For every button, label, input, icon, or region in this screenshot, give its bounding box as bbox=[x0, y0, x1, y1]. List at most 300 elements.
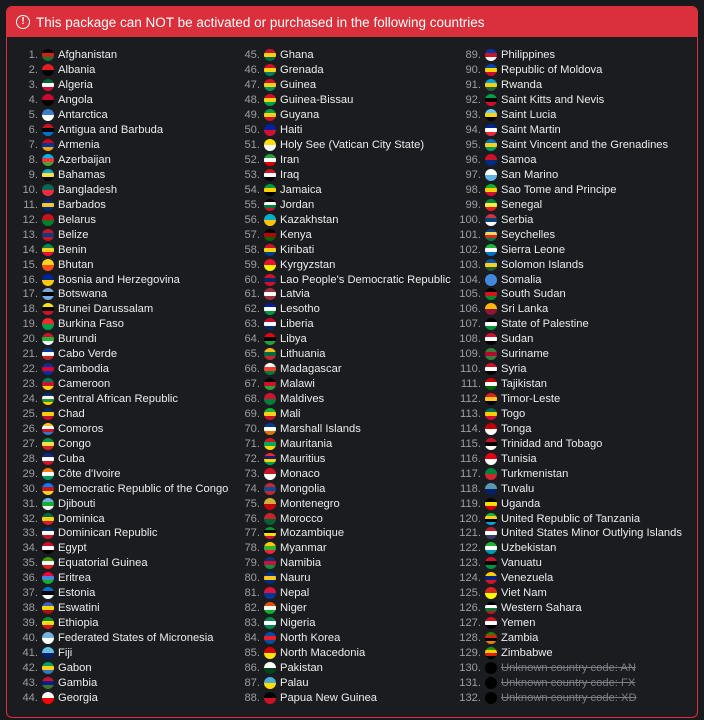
country-list-item bbox=[227, 287, 451, 302]
country-flag-icon bbox=[42, 49, 54, 61]
country-list-item bbox=[7, 496, 228, 511]
country-name: Cabo Verde bbox=[58, 348, 118, 361]
country-flag-icon bbox=[42, 199, 54, 211]
country-flag-icon bbox=[264, 393, 276, 405]
country-flag-icon bbox=[42, 274, 54, 286]
country-flag-icon bbox=[264, 423, 276, 435]
item-number: 82. bbox=[244, 602, 260, 615]
country-list-item bbox=[453, 93, 682, 108]
country-name: Sri Lanka bbox=[501, 303, 549, 316]
item-number: 122. bbox=[459, 542, 481, 555]
item-number: 128. bbox=[459, 632, 481, 645]
country-name: Zimbabwe bbox=[501, 646, 553, 659]
country-flag-icon bbox=[42, 587, 54, 599]
country-name: Benin bbox=[58, 243, 87, 256]
country-list-item bbox=[227, 78, 451, 93]
item-number: 15. bbox=[22, 258, 38, 271]
country-flag-icon bbox=[264, 662, 276, 674]
item-number: 14. bbox=[22, 243, 38, 256]
country-list-item bbox=[7, 466, 228, 481]
country-flag-icon bbox=[264, 259, 276, 271]
country-name: Tuvalu bbox=[501, 482, 535, 495]
country-flag-icon bbox=[485, 288, 497, 300]
country-name: Afghanistan bbox=[58, 49, 118, 62]
country-list-item bbox=[227, 362, 451, 377]
item-number: 16. bbox=[22, 273, 38, 286]
country-name: Kenya bbox=[280, 228, 312, 241]
country-name: Gambia bbox=[58, 676, 98, 689]
item-number: 100. bbox=[459, 213, 481, 226]
country-flag-icon bbox=[264, 333, 276, 345]
country-list-item bbox=[453, 108, 682, 123]
country-list-item bbox=[7, 317, 228, 332]
country-name: Namibia bbox=[280, 557, 322, 570]
country-list-item bbox=[453, 78, 682, 93]
country-name: Maldives bbox=[280, 393, 325, 406]
country-list-item bbox=[7, 601, 228, 616]
country-name: Sierra Leone bbox=[501, 243, 566, 256]
country-list-item bbox=[227, 660, 451, 675]
country-name: Somalia bbox=[501, 273, 542, 286]
country-name: Ghana bbox=[280, 49, 314, 62]
item-number: 107. bbox=[459, 318, 481, 331]
country-list-item bbox=[453, 660, 682, 675]
country-name: Bahamas bbox=[58, 168, 106, 181]
country-flag-icon bbox=[42, 184, 54, 196]
country-list-item bbox=[453, 690, 682, 705]
country-flag-icon bbox=[42, 572, 54, 584]
country-list-item bbox=[7, 153, 228, 168]
country-flag-icon bbox=[264, 363, 276, 375]
country-name: State of Palestine bbox=[501, 318, 589, 331]
country-flag-icon bbox=[485, 408, 497, 420]
country-list-item bbox=[7, 302, 228, 317]
country-flag-icon bbox=[485, 124, 497, 136]
country-column-2 bbox=[227, 48, 451, 705]
item-number: 17. bbox=[22, 288, 38, 301]
country-name: Uzbekistan bbox=[501, 542, 557, 555]
country-flag-icon bbox=[485, 542, 497, 554]
country-flag-icon bbox=[485, 94, 497, 106]
country-name: Cameroon bbox=[58, 378, 111, 391]
country-name: Brunei Darussalam bbox=[58, 303, 154, 316]
item-number: 72. bbox=[244, 452, 260, 465]
country-name: Latvia bbox=[280, 288, 310, 301]
country-list-item bbox=[7, 63, 228, 78]
country-list-item bbox=[453, 571, 682, 586]
country-name: Libya bbox=[280, 333, 307, 346]
item-number: 73. bbox=[244, 467, 260, 480]
item-number: 101. bbox=[459, 228, 481, 241]
country-flag-icon bbox=[485, 214, 497, 226]
country-list-item bbox=[453, 317, 682, 332]
country-flag-icon bbox=[42, 453, 54, 465]
country-list-item bbox=[7, 616, 228, 631]
country-name: Belarus bbox=[58, 213, 96, 226]
country-flag-icon bbox=[485, 363, 497, 375]
item-number: 126. bbox=[459, 602, 481, 615]
item-number: 34. bbox=[22, 542, 38, 555]
country-name: Senegal bbox=[501, 198, 543, 211]
country-list-item bbox=[227, 302, 451, 317]
country-name: Côte d'Ivoire bbox=[58, 467, 121, 480]
item-number: 95. bbox=[465, 139, 481, 152]
country-flag-icon bbox=[264, 94, 276, 106]
item-number: 77. bbox=[244, 527, 260, 540]
country-name: Burundi bbox=[58, 333, 97, 346]
country-name: Nigeria bbox=[280, 617, 316, 630]
country-list-item bbox=[7, 571, 228, 586]
country-name: Democratic Republic of the Congo bbox=[58, 482, 229, 495]
item-number: 8. bbox=[28, 154, 38, 167]
country-list-item bbox=[7, 526, 228, 541]
country-name: Mali bbox=[280, 407, 301, 420]
country-list-item bbox=[227, 332, 451, 347]
country-list-item bbox=[7, 377, 228, 392]
country-flag-icon bbox=[42, 527, 54, 539]
item-number: 97. bbox=[465, 168, 481, 181]
country-list-item bbox=[453, 496, 682, 511]
country-name: Saint Kitts and Nevis bbox=[501, 94, 605, 107]
item-number: 28. bbox=[22, 452, 38, 465]
country-name: Viet Nam bbox=[501, 587, 547, 600]
country-name: Mozambique bbox=[280, 527, 345, 540]
country-flag-icon bbox=[264, 154, 276, 166]
item-number: 35. bbox=[22, 557, 38, 570]
country-name: Nepal bbox=[280, 587, 310, 600]
country-flag-icon bbox=[42, 363, 54, 375]
item-number: 40. bbox=[22, 632, 38, 645]
country-list-item bbox=[453, 272, 682, 287]
country-list-item bbox=[227, 541, 451, 556]
item-number: 26. bbox=[22, 422, 38, 435]
item-number: 117. bbox=[460, 467, 481, 480]
country-name: Philippines bbox=[501, 49, 556, 62]
country-name: Cuba bbox=[58, 452, 85, 465]
country-list-item bbox=[7, 93, 228, 108]
country-list-item bbox=[227, 646, 451, 661]
item-number: 104. bbox=[459, 273, 481, 286]
country-name: Saint Vincent and the Grenadines bbox=[501, 139, 669, 152]
country-list-item bbox=[453, 302, 682, 317]
country-flag-icon bbox=[264, 303, 276, 315]
item-number: 81. bbox=[244, 587, 260, 600]
item-number: 7. bbox=[28, 139, 38, 152]
country-name: Cambodia bbox=[58, 363, 109, 376]
country-name: Algeria bbox=[58, 79, 93, 92]
item-number: 21. bbox=[22, 348, 38, 361]
country-name: United States Minor Outlying Islands bbox=[501, 527, 682, 540]
item-number: 90. bbox=[465, 64, 481, 77]
country-list-item bbox=[453, 212, 682, 227]
country-list-item bbox=[453, 646, 682, 661]
country-list-item bbox=[227, 377, 451, 392]
country-list-item bbox=[453, 556, 682, 571]
country-list-item bbox=[7, 586, 228, 601]
country-list-item bbox=[7, 212, 228, 227]
country-name: Bhutan bbox=[58, 258, 94, 271]
country-flag-icon bbox=[485, 572, 497, 584]
country-flag-icon bbox=[485, 513, 497, 525]
country-flag-icon bbox=[42, 677, 54, 689]
country-name: Grenada bbox=[280, 64, 324, 77]
country-list-item bbox=[227, 616, 451, 631]
country-name: Barbados bbox=[58, 198, 106, 211]
country-name: Rwanda bbox=[501, 79, 543, 92]
country-name: Liberia bbox=[280, 318, 314, 331]
country-list-item bbox=[7, 138, 228, 153]
country-flag-icon bbox=[485, 199, 497, 211]
country-list-item bbox=[453, 511, 682, 526]
country-list-item bbox=[227, 421, 451, 436]
country-name: Saint Lucia bbox=[501, 109, 557, 122]
country-list-item bbox=[7, 660, 228, 675]
country-flag-icon bbox=[42, 662, 54, 674]
item-number: 110. bbox=[460, 363, 481, 376]
country-list-item bbox=[7, 436, 228, 451]
country-name: Iran bbox=[280, 154, 300, 167]
country-name: North Macedonia bbox=[280, 646, 366, 659]
country-flag-icon bbox=[485, 169, 497, 181]
item-number: 120. bbox=[459, 512, 481, 525]
country-list-item bbox=[453, 168, 682, 183]
item-number: 91. bbox=[465, 79, 481, 92]
item-number: 23. bbox=[22, 378, 38, 391]
country-flag-icon bbox=[42, 318, 54, 330]
item-number: 125. bbox=[459, 587, 481, 600]
country-name: Palau bbox=[280, 676, 309, 689]
country-flag-icon bbox=[264, 692, 276, 704]
item-number: 105. bbox=[459, 288, 481, 301]
item-number: 20. bbox=[22, 333, 38, 346]
country-list-item bbox=[7, 227, 228, 242]
country-flag-icon bbox=[485, 259, 497, 271]
item-number: 67. bbox=[244, 378, 260, 391]
country-flag-icon bbox=[485, 184, 497, 196]
item-number: 39. bbox=[22, 617, 38, 630]
country-name: Holy See (Vatican City State) bbox=[280, 139, 425, 152]
country-list-item bbox=[227, 496, 451, 511]
country-list-item bbox=[7, 675, 228, 690]
country-flag-icon bbox=[42, 557, 54, 569]
item-number: 22. bbox=[22, 363, 38, 376]
country-list-item bbox=[227, 436, 451, 451]
item-number: 119. bbox=[460, 497, 481, 510]
country-name: Serbia bbox=[501, 213, 534, 226]
warning-banner bbox=[7, 7, 697, 37]
item-number: 108. bbox=[459, 333, 481, 346]
country-name: Antarctica bbox=[58, 109, 108, 122]
country-list-item bbox=[453, 332, 682, 347]
country-name: Lao People's Democratic Republic bbox=[280, 273, 451, 286]
country-name: Ethiopia bbox=[58, 617, 99, 630]
country-list-item bbox=[227, 197, 451, 212]
item-number: 76. bbox=[244, 512, 260, 525]
country-name: Myanmar bbox=[280, 542, 327, 555]
country-name: Mauritania bbox=[280, 437, 333, 450]
country-list-item bbox=[453, 227, 682, 242]
country-flag-icon bbox=[42, 408, 54, 420]
country-name: Federated States of Micronesia bbox=[58, 632, 214, 645]
country-name: Western Sahara bbox=[501, 602, 582, 615]
country-list-item bbox=[7, 242, 228, 257]
country-name: Turkmenistan bbox=[501, 467, 569, 480]
item-number: 18. bbox=[22, 303, 38, 316]
country-name: Eswatini bbox=[58, 602, 100, 615]
country-flag-icon bbox=[485, 483, 497, 495]
country-name: San Marino bbox=[501, 168, 559, 181]
country-list-item bbox=[453, 392, 682, 407]
country-flag-icon bbox=[485, 632, 497, 644]
item-number: 115. bbox=[460, 437, 481, 450]
country-list-item bbox=[227, 392, 451, 407]
country-list-item bbox=[7, 123, 228, 138]
country-flag-icon bbox=[264, 602, 276, 614]
country-list-item bbox=[453, 407, 682, 422]
country-name: Venezuela bbox=[501, 572, 554, 585]
country-list-item bbox=[227, 138, 451, 153]
country-name: Lithuania bbox=[280, 348, 326, 361]
country-flag-icon bbox=[264, 632, 276, 644]
country-flag-icon bbox=[264, 169, 276, 181]
country-flag-icon bbox=[485, 378, 497, 390]
item-number: 64. bbox=[244, 333, 260, 346]
country-flag-icon bbox=[264, 49, 276, 61]
country-flag-icon bbox=[264, 438, 276, 450]
country-list-item bbox=[453, 377, 682, 392]
country-name: Guinea bbox=[280, 79, 317, 92]
country-name: Monaco bbox=[280, 467, 320, 480]
country-flag-icon bbox=[485, 244, 497, 256]
country-name: Zambia bbox=[501, 632, 539, 645]
country-list-item bbox=[227, 526, 451, 541]
country-flag-icon bbox=[42, 288, 54, 300]
country-name: Timor-Leste bbox=[501, 393, 561, 406]
item-number: 98. bbox=[465, 183, 481, 196]
country-list-item bbox=[453, 257, 682, 272]
country-list-item bbox=[227, 63, 451, 78]
country-list-item bbox=[227, 168, 451, 183]
country-flag-icon bbox=[264, 483, 276, 495]
country-flag-icon bbox=[264, 557, 276, 569]
country-list-item bbox=[227, 272, 451, 287]
country-list-item bbox=[453, 362, 682, 377]
country-list-item bbox=[7, 332, 228, 347]
country-list-item bbox=[453, 123, 682, 138]
country-list-item bbox=[453, 153, 682, 168]
country-list-item bbox=[7, 347, 228, 362]
country-name: Madagascar bbox=[280, 363, 342, 376]
item-number: 87. bbox=[244, 676, 260, 689]
item-number: 13. bbox=[22, 228, 38, 241]
country-list-item bbox=[453, 347, 682, 362]
country-name: Solomon Islands bbox=[501, 258, 584, 271]
country-flag-icon bbox=[264, 274, 276, 286]
item-number: 96. bbox=[465, 154, 481, 167]
country-list-item bbox=[7, 182, 228, 197]
country-name: Trinidad and Tobago bbox=[501, 437, 603, 450]
country-name: Saint Martin bbox=[501, 124, 561, 137]
item-number: 102. bbox=[459, 243, 481, 256]
country-flag-icon bbox=[42, 498, 54, 510]
item-number: 44. bbox=[22, 691, 38, 704]
country-flag-icon bbox=[485, 527, 497, 539]
country-flag-icon bbox=[485, 303, 497, 315]
country-list-item bbox=[7, 392, 228, 407]
country-column-3 bbox=[453, 48, 682, 705]
country-name: Tunisia bbox=[501, 452, 537, 465]
country-name: Djibouti bbox=[58, 497, 96, 510]
country-flag-icon bbox=[264, 229, 276, 241]
country-flag-icon bbox=[42, 79, 54, 91]
item-number: 37. bbox=[22, 587, 38, 600]
country-list-item bbox=[453, 451, 682, 466]
item-number: 55. bbox=[244, 198, 260, 211]
item-number: 19. bbox=[22, 318, 38, 331]
country-list-item bbox=[7, 287, 228, 302]
country-list-item bbox=[7, 541, 228, 556]
country-list-item bbox=[453, 48, 682, 63]
country-name: Sudan bbox=[501, 333, 534, 346]
country-name: Chad bbox=[58, 407, 85, 420]
item-number: 69. bbox=[244, 407, 260, 420]
country-list-item bbox=[227, 153, 451, 168]
country-name: South Sudan bbox=[501, 288, 566, 301]
item-number: 70. bbox=[244, 422, 260, 435]
country-name: Unknown country code: XD bbox=[501, 691, 637, 704]
country-list-item bbox=[7, 168, 228, 183]
item-number: 127. bbox=[459, 617, 481, 630]
country-list-item bbox=[453, 421, 682, 436]
country-flag-icon bbox=[42, 617, 54, 629]
item-number: 59. bbox=[244, 258, 260, 271]
item-number: 56. bbox=[244, 213, 260, 226]
country-flag-icon bbox=[264, 109, 276, 121]
country-list-item bbox=[227, 123, 451, 138]
country-flag-icon bbox=[42, 303, 54, 315]
item-number: 131. bbox=[459, 676, 481, 689]
item-number: 61. bbox=[244, 288, 260, 301]
country-name: Estonia bbox=[58, 587, 96, 600]
country-flag-icon bbox=[42, 348, 54, 360]
item-number: 48. bbox=[244, 94, 260, 107]
item-number: 86. bbox=[244, 661, 260, 674]
country-flag-icon bbox=[264, 124, 276, 136]
country-list-item bbox=[227, 631, 451, 646]
item-number: 31. bbox=[22, 497, 38, 510]
country-name: Antigua and Barbuda bbox=[58, 124, 164, 137]
country-name: Egypt bbox=[58, 542, 87, 555]
item-number: 42. bbox=[22, 661, 38, 674]
item-number: 46. bbox=[244, 64, 260, 77]
item-number: 92. bbox=[465, 94, 481, 107]
country-flag-icon bbox=[42, 692, 54, 704]
country-list-item bbox=[453, 197, 682, 212]
country-flag-icon bbox=[264, 408, 276, 420]
item-number: 130. bbox=[459, 661, 481, 674]
country-list-item bbox=[453, 675, 682, 690]
country-name: Marshall Islands bbox=[280, 422, 361, 435]
country-list-item bbox=[7, 407, 228, 422]
item-number: 53. bbox=[244, 168, 260, 181]
country-name: Tonga bbox=[501, 422, 532, 435]
item-number: 121. bbox=[459, 527, 481, 540]
unknown-flag-icon bbox=[485, 662, 497, 674]
country-list-item bbox=[227, 601, 451, 616]
item-number: 29. bbox=[22, 467, 38, 480]
country-list-item bbox=[453, 586, 682, 601]
item-number: 68. bbox=[244, 393, 260, 406]
